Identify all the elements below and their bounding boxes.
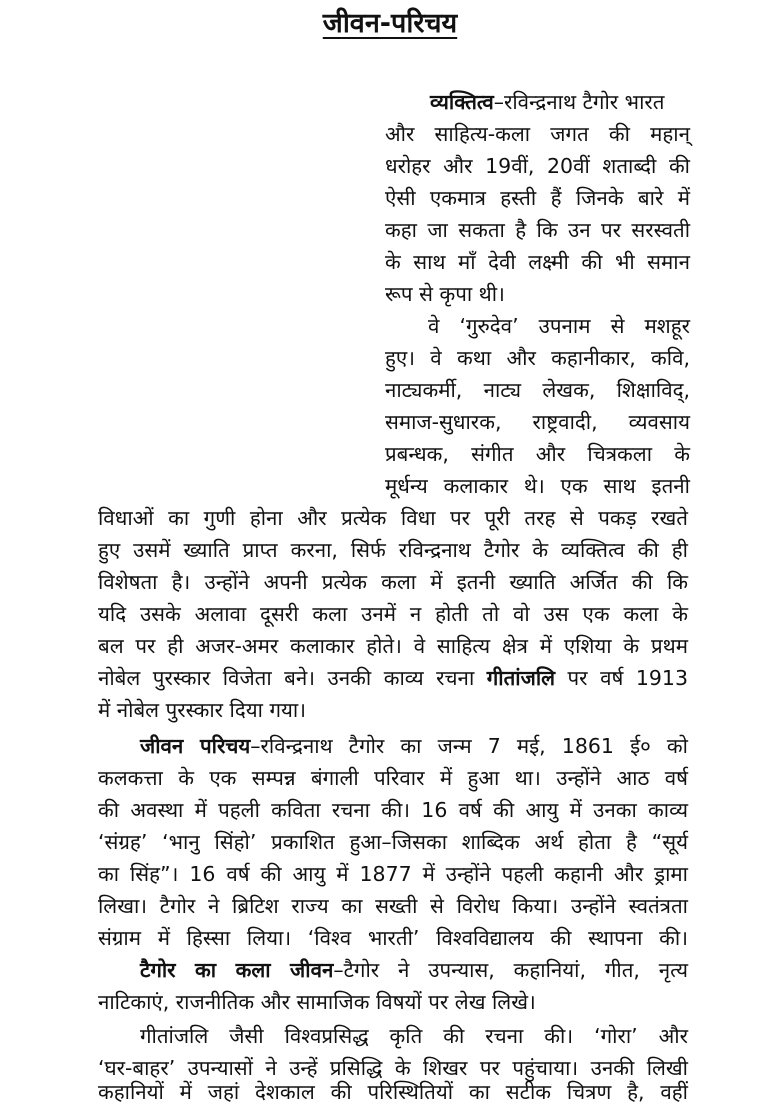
para1-line-3: धरोहर और 19वीं, 20वीं शताब्दी की xyxy=(385,154,690,178)
para4-line-1 xyxy=(140,954,688,986)
para2-line-6: मूर्धन्य कलाकार थे। एक साथ इतनी xyxy=(385,474,690,498)
page-title-text: जीवन-परिचय xyxy=(322,8,458,39)
para2-line-7: विधाओं का गुणी होना और प्रत्येक विधा पर पूरी तरह से पकड़ रखते xyxy=(98,506,688,530)
para1-line-7: रूप से कृपा थी। xyxy=(385,282,505,306)
para2-line-3: नाट्यकर्मी, नाट्य लेखक, शिक्षाविद्, xyxy=(385,378,690,402)
para2-line-12-end: पर वर्ष 1913 xyxy=(555,666,688,690)
para2-line-12-start: नोबेल पुरस्कार विजेता बने। उनकी काव्य रचना xyxy=(98,666,487,690)
para4-line-1-rest: –टैगोर ने उपन्यास, कहानियां, गीत, नृत्य xyxy=(333,958,688,982)
art-life-heading: टैगोर का कला जीवन xyxy=(140,958,334,982)
para4-line-2: नाटिकाएं, राजनीतिक और सामाजिक विषयों पर लेख लिखे। xyxy=(98,990,536,1014)
para2-line-8: हुए उसमें ख्याति प्राप्त करना, सिर्फ रविन्द्रनाथ टैगोर के व्यक्तित्व की ही xyxy=(98,538,688,562)
para1-line-4: ऐसी एकमात्र हस्ती हैं जिनके बारे में xyxy=(385,186,690,210)
para3-line-4: ‘संग्रह’ ‘भानु सिंहो’ प्रकाशित हुआ–जिसका शाब्दिक अर्थ होता है “सूर्य xyxy=(98,830,688,854)
para3-line-1-rest: –रविन्द्रनाथ टैगोर का जन्म 7 मई, 1861 ई० को xyxy=(250,734,688,758)
para3-line-1 xyxy=(140,730,688,762)
para1-line-6: के साथ माँ देवी लक्ष्मी की भी समान xyxy=(385,250,690,274)
para5-line-3: कहानियों में जहां देशकाल की परिस्थितियों का सटीक चित्रण है, वहीं xyxy=(98,1080,688,1104)
para2-line-4: समाज-सुधारक, राष्ट्रवादी, व्यवसाय xyxy=(385,410,690,434)
para2-line-12 xyxy=(98,662,688,694)
para2-line-13: में नोबेल पुरस्कार दिया गया। xyxy=(98,698,306,722)
life-intro-heading: जीवन परिचय xyxy=(140,734,251,758)
para3-line-2: कलकत्ता के एक सम्पन्न बंगाली परिवार में हुआ था। उन्होंने आठ वर्ष xyxy=(98,766,688,790)
para3-line-5: का सिंह”। 16 वर्ष की आयु में 1877 में उन्होंने पहली कहानी और ड्रामा xyxy=(98,862,688,886)
para3-line-7: संग्राम में हिस्सा लिया। ‘विश्व भारती’ विश्वविद्यालय की स्थापना की। xyxy=(98,926,688,950)
page-title xyxy=(0,6,780,42)
para1-line-5: कहा जा सकता है कि उन पर सरस्वती xyxy=(385,218,690,242)
para5-line-2: ‘घर-बाहर’ उपन्यासों ने उन्हें प्रसिद्धि के शिखर पर पहुंचाया। उनकी लिखी xyxy=(98,1056,688,1080)
para1-line-2: और साहित्य-कला जगत की महान् xyxy=(385,122,690,146)
para2-line-9: विशेषता है। उन्होंने अपनी प्रत्येक कला में इतनी ख्याति अर्जित की कि xyxy=(98,570,688,594)
para3-line-6: लिखा। टैगोर ने ब्रिटिश राज्य का सख्ती से विरोध किया। उन्होंने स्वतंत्रता xyxy=(98,894,688,918)
para2-line-10: यदि उसके अलावा दूसरी कला उनमें न होती तो वो उस एक कला के xyxy=(98,602,688,626)
para1-line-1 xyxy=(430,86,690,118)
para2-line-2: हुए। वे कथा और कहानीकार, कवि, xyxy=(385,346,690,370)
para3-line-3: की अवस्था में पहली कविता रचना की। 16 वर्ष की आयु में उनका काव्य xyxy=(98,798,688,822)
para2-line-1: वे ‘गुरुदेव’ उपनाम से मशहूर xyxy=(428,314,690,338)
para2-line-11: बल पर ही अजर-अमर कलाकार होते। वे साहित्य क्षेत्र में एशिया के प्रथम xyxy=(98,634,688,658)
gitanjali-bold: गीतांजलि xyxy=(486,666,556,690)
para2-line-5: प्रबन्धक, संगीत और चित्रकला के xyxy=(385,442,690,466)
para1-line-1-rest: –रविन्द्रनाथ टैगोर भारत xyxy=(493,90,665,114)
personality-heading: व्यक्तित्व xyxy=(430,90,494,114)
para5-line-1: गीतांजलि जैसी विश्वप्रसिद्ध कृति की रचना की। ‘गोरा’ और xyxy=(140,1024,688,1048)
